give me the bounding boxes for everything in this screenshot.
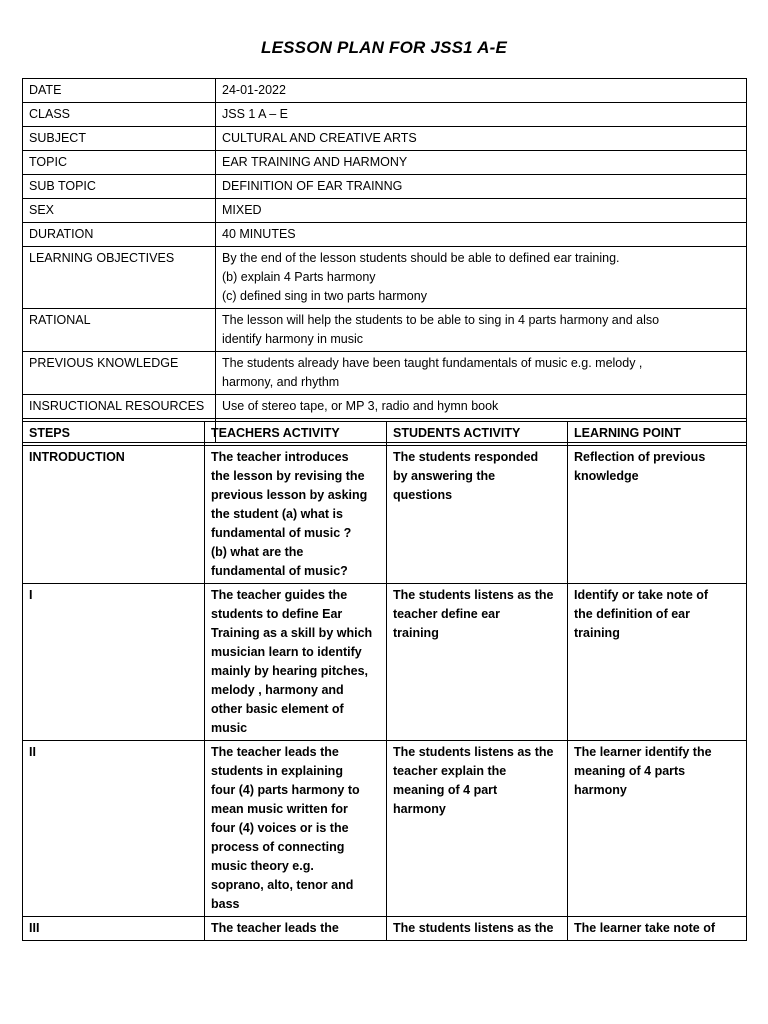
info-value-line: The students already have been taught fundamentals of music e.g. melody , xyxy=(222,356,643,370)
teacher-activity-cell xyxy=(205,446,387,584)
info-row xyxy=(23,309,747,352)
teacher-line: the lesson by revising the xyxy=(211,469,365,483)
point-line: Identify or take note of xyxy=(574,588,709,602)
teacher-line: music xyxy=(211,721,248,735)
teacher-line: musician learn to identify xyxy=(211,645,362,659)
teacher-line: students to define Ear xyxy=(211,607,343,621)
teacher-line: The teacher guides the xyxy=(211,588,348,602)
teacher-line: process of connecting xyxy=(211,840,345,854)
point-line: Reflection of previous xyxy=(574,450,706,464)
teacher-line: music theory e.g. xyxy=(211,859,314,873)
students-activity-cell xyxy=(387,584,568,741)
info-label: DURATION xyxy=(23,223,216,247)
info-value xyxy=(216,199,747,223)
teacher-line: fundamental of music? xyxy=(211,564,348,578)
info-label: DATE xyxy=(23,79,216,103)
info-value-line: By the end of the lesson students should be able to defined ear training. xyxy=(222,251,620,265)
info-row xyxy=(23,127,747,151)
steps-header-row xyxy=(23,422,747,446)
students-activity-cell xyxy=(387,917,568,941)
info-value-line: EAR TRAINING AND HARMONY xyxy=(222,155,408,169)
info-label: LEARNING OBJECTIVES xyxy=(23,247,216,309)
step-label: III xyxy=(23,917,205,941)
students-activity-cell xyxy=(387,446,568,584)
point-activity-cell xyxy=(568,741,747,917)
point-line: the definition of ear xyxy=(574,607,690,621)
teacher-line: fundamental of music ? xyxy=(211,526,352,540)
teacher-line: other basic element of xyxy=(211,702,344,716)
point-line: The learner take note of xyxy=(574,921,716,935)
teacher-line: (b) what are the xyxy=(211,545,304,559)
students-activity-cell xyxy=(387,741,568,917)
info-value-line: (c) defined sing in two parts harmony xyxy=(222,289,427,303)
students-line: teacher explain the xyxy=(393,764,507,778)
info-row xyxy=(23,151,747,175)
teacher-line: bass xyxy=(211,897,240,911)
info-value xyxy=(216,247,747,309)
point-line: harmony xyxy=(574,783,627,797)
info-row xyxy=(23,395,747,419)
info-value-line: 24-01-2022 xyxy=(222,83,286,97)
info-value xyxy=(216,103,747,127)
info-value xyxy=(216,223,747,247)
info-value-line: MIXED xyxy=(222,203,262,217)
teacher-activity-cell xyxy=(205,741,387,917)
info-label: CLASS xyxy=(23,103,216,127)
students-line: questions xyxy=(393,488,453,502)
info-row xyxy=(23,175,747,199)
teacher-activity-cell xyxy=(205,584,387,741)
info-label: TOPIC xyxy=(23,151,216,175)
lesson-info-table xyxy=(22,78,747,443)
point-line: knowledge xyxy=(574,469,639,483)
teacher-line: students in explaining xyxy=(211,764,343,778)
info-label: SEX xyxy=(23,199,216,223)
teacher-line: four (4) parts harmony to xyxy=(211,783,360,797)
point-activity-cell xyxy=(568,446,747,584)
teacher-line: the student (a) what is xyxy=(211,507,343,521)
info-row xyxy=(23,247,747,309)
info-row xyxy=(23,223,747,247)
info-value-line: Use of stereo tape, or MP 3, radio and hymn book xyxy=(222,399,499,413)
students-line: The students listens as the xyxy=(393,588,554,602)
info-row xyxy=(23,79,747,103)
teacher-line: mainly by hearing pitches, xyxy=(211,664,368,678)
students-line: by answering the xyxy=(393,469,496,483)
info-label: SUBJECT xyxy=(23,127,216,151)
steps-header-cell: TEACHERS ACTIVITY xyxy=(205,422,387,446)
info-label: INSRUCTIONAL RESOURCES xyxy=(23,395,216,419)
teacher-line: melody , harmony and xyxy=(211,683,344,697)
steps-row xyxy=(23,584,747,741)
steps-row xyxy=(23,741,747,917)
step-label: I xyxy=(23,584,205,741)
teacher-line: mean music written for xyxy=(211,802,348,816)
students-line: The students listens as the xyxy=(393,921,554,935)
teacher-line: The teacher leads the xyxy=(211,921,339,935)
teacher-line: soprano, alto, tenor and xyxy=(211,878,354,892)
info-value xyxy=(216,127,747,151)
info-value-line: harmony, and rhythm xyxy=(222,375,340,389)
info-value xyxy=(216,151,747,175)
teacher-line: previous lesson by asking xyxy=(211,488,368,502)
info-value xyxy=(216,175,747,199)
step-label: II xyxy=(23,741,205,917)
teacher-line: Training as a skill by which xyxy=(211,626,373,640)
students-line: The students listens as the xyxy=(393,745,554,759)
teacher-line: The teacher introduces xyxy=(211,450,349,464)
steps-header-cell: STUDENTS ACTIVITY xyxy=(387,422,568,446)
info-row xyxy=(23,199,747,223)
point-line: training xyxy=(574,626,620,640)
info-value-line: (b) explain 4 Parts harmony xyxy=(222,270,376,284)
info-value-line: The lesson will help the students to be able to sing in 4 parts harmony and also xyxy=(222,313,660,327)
steps-row xyxy=(23,446,747,584)
teacher-line: The teacher leads the xyxy=(211,745,339,759)
students-line: harmony xyxy=(393,802,446,816)
info-value xyxy=(216,395,747,419)
info-value xyxy=(216,79,747,103)
info-value xyxy=(216,309,747,352)
students-line: training xyxy=(393,626,439,640)
teacher-activity-cell xyxy=(205,917,387,941)
point-activity-cell xyxy=(568,584,747,741)
steps-header-cell: STEPS xyxy=(23,422,205,446)
point-line: meaning of 4 parts xyxy=(574,764,686,778)
lesson-steps-table xyxy=(22,421,747,941)
students-line: The students responded xyxy=(393,450,539,464)
students-line: teacher define ear xyxy=(393,607,500,621)
info-value-line: 40 MINUTES xyxy=(222,227,296,241)
point-activity-cell xyxy=(568,917,747,941)
info-row xyxy=(23,352,747,395)
teacher-line: four (4) voices or is the xyxy=(211,821,349,835)
steps-header-cell: LEARNING POINT xyxy=(568,422,747,446)
info-value-line: JSS 1 A – E xyxy=(222,107,289,121)
info-label: SUB TOPIC xyxy=(23,175,216,199)
info-value-line: identify harmony in music xyxy=(222,332,364,346)
info-label: PREVIOUS KNOWLEDGE xyxy=(23,352,216,395)
info-row xyxy=(23,103,747,127)
point-line: The learner identify the xyxy=(574,745,712,759)
step-label: INTRODUCTION xyxy=(23,446,205,584)
steps-row xyxy=(23,917,747,941)
info-value-line: DEFINITION OF EAR TRAINNG xyxy=(222,179,403,193)
page-title: LESSON PLAN FOR JSS1 A-E xyxy=(261,38,507,57)
info-label: RATIONAL xyxy=(23,309,216,352)
info-value xyxy=(216,352,747,395)
info-value-line: CULTURAL AND CREATIVE ARTS xyxy=(222,131,417,145)
students-line: meaning of 4 part xyxy=(393,783,498,797)
